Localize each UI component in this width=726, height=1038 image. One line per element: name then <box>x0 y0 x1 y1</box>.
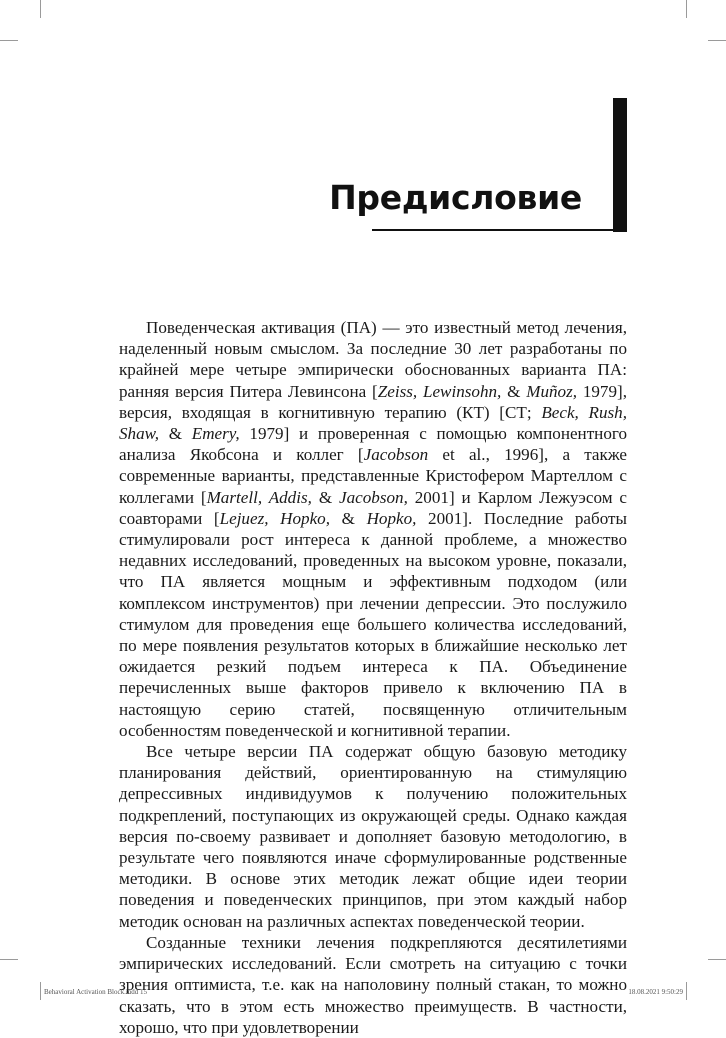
chapter-title: Предисловие <box>329 178 582 217</box>
citation-author: Lejuez, Hopko, <box>219 508 330 528</box>
citation-author: Jacobson, <box>339 487 408 507</box>
crop-mark <box>708 40 726 41</box>
text-run: 1979] и проверенная с помощью компонентного анализа Якобсона и коллег [ <box>119 424 628 465</box>
text-run: Поведенческая активация (ПА) — это известный метод лечения, наделенный новым смыслом. За последние 30 лет разработаны по крайней мере четыре эмпирически обоснованных варианта ПА: ранняя версия Питера Левинсона [ <box>119 318 627 401</box>
chapter-title-underline <box>372 229 624 231</box>
body-text <box>119 317 627 1038</box>
crop-mark <box>686 982 687 1000</box>
citation-author: Muñoz, <box>526 381 578 401</box>
citation-author: Hopko, <box>366 508 417 528</box>
text-run: & <box>501 381 527 401</box>
citation-author: Beck, Rush, Shaw, <box>119 402 627 444</box>
text-run: 2001]. Последние работы стимулировали рост интереса к данной проблеме, а множество недавних исследований, проведенных на высоком уровне, показали, что ПА является мощным и эффективным подходом (или комплексом инструментов) при лечении депрессии. Это послужило стимулом для проведения еще большего количества исследований, по мере появления результатов которых в ближайшие несколько лет ожидается резкий подъем интереса к ПА. Объединение перечисленных выше факторов привело к включению ПА в настоящую серию статей, посвященную отличительным особенностям поведенческой и когнитивной терапии. <box>119 508 627 740</box>
citation-author: Emery, <box>191 424 240 444</box>
text-run: 2001] и Карлом Лежуэсом с соавторами [ <box>119 487 627 528</box>
text-run: et al., 1996], а также современные варианты, представленные Кристофером Мартеллом с коллегами [ <box>119 445 627 507</box>
paragraph <box>119 932 627 1038</box>
text-run: & <box>329 508 367 528</box>
text-run: Созданные техники лечения подкрепляются десятилетиями эмпирических исследований. Если смотреть на ситуацию с точки зрения оптимиста, т.е. как на наполовину полный стакан, то можно сказать, что в этом есть множество преимуществ. В частности, хорошо, что при удовлетворении <box>119 932 627 1037</box>
crop-mark <box>40 0 41 18</box>
crop-mark <box>0 40 18 41</box>
text-run: & <box>311 487 340 507</box>
text-run: & <box>159 424 192 444</box>
paragraph <box>119 741 627 932</box>
crop-mark <box>686 0 687 18</box>
citation-author: Jacobson <box>363 445 429 465</box>
text-run: Все четыре версии ПА содержат общую базовую методику планирования действий, ориентированную на стимуляцию депрессивных индивидуумов к получению положительных подкреплений, поступающих из окружающей среды. Однако каждая версия по-своему развивает и дополняет базовую методологию, в результате чего появляются иначе сформулированные родственные методики. В основе этих методик лежат общие идеи теории поведения и поведенческих принципов, при этом каждый набор методик основан на различных аспектах поведенческой теории. <box>119 742 627 931</box>
chapter-title-bar <box>613 98 627 232</box>
citation-author: Zeiss, Lewinsohn, <box>377 381 502 401</box>
citation-author: Martell, Addis, <box>206 487 312 507</box>
crop-mark <box>0 959 18 960</box>
footer-file-name: Behavioral Activation Block.indd 15 <box>44 988 148 996</box>
crop-mark <box>40 982 41 1000</box>
crop-mark <box>708 959 726 960</box>
footer-timestamp: 18.08.2021 9:50:29 <box>628 988 683 996</box>
paragraph <box>119 317 627 741</box>
text-run: 1979], версия, входящая в когнитивную терапию (КТ) [СТ; <box>119 381 627 422</box>
